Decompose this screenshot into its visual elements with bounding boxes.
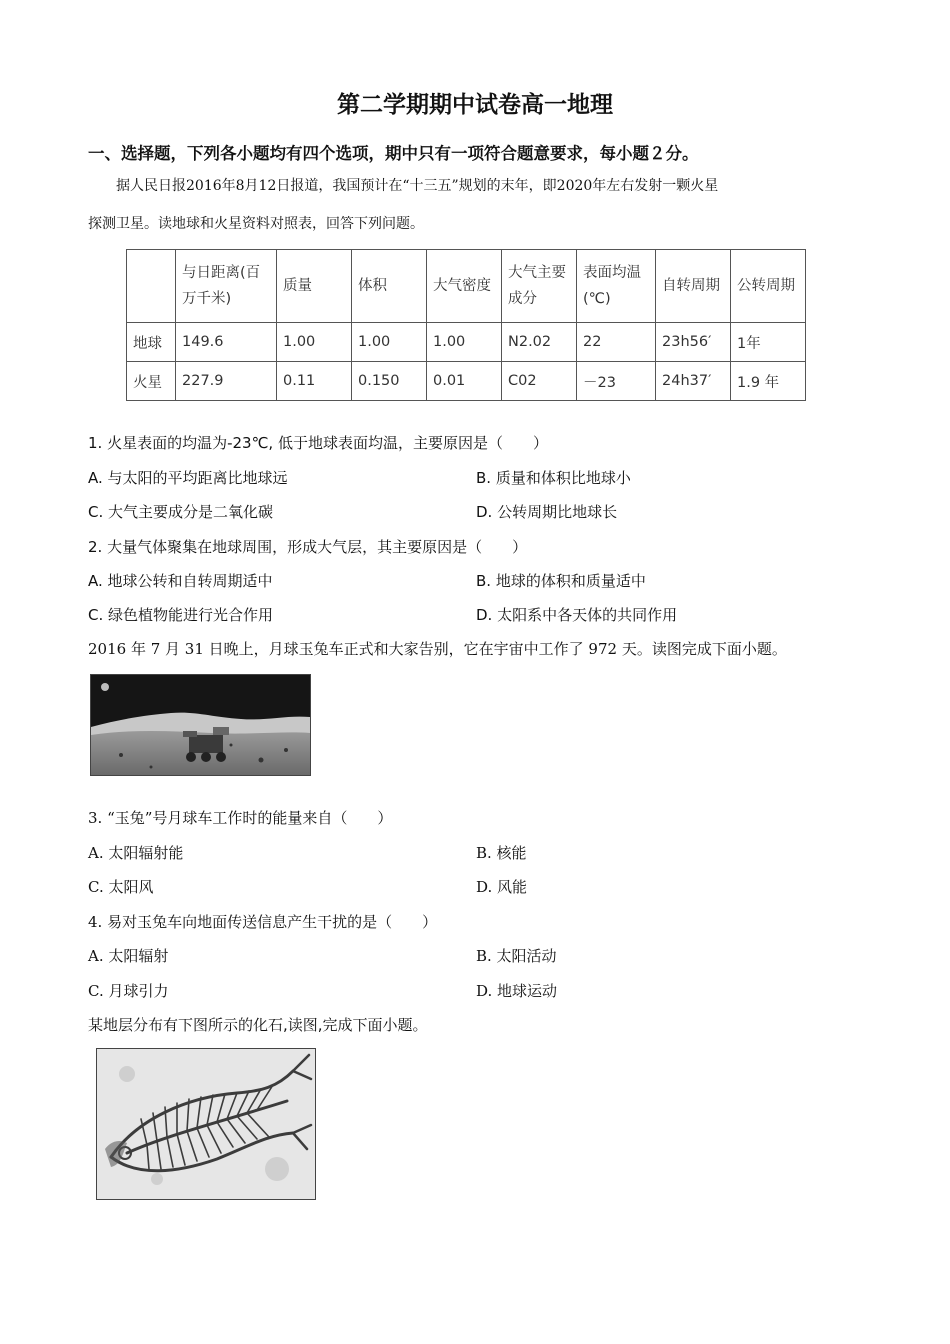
table-cell: 1.9 年 [731, 362, 806, 401]
table-row [127, 362, 806, 401]
table-cell: 1.00 [352, 323, 427, 362]
table-header-cell: 体积 [352, 250, 427, 323]
section-heading: 一、选择题，下列各小题均有四个选项，期中只有一项符合题意要求，每小题２分。 [88, 144, 699, 163]
table-cell: 1.00 [427, 323, 502, 362]
table-header-cell: 表面均温(℃) [577, 250, 656, 323]
question-3-option-b: B. 核能 [476, 844, 527, 862]
table-header-cell: 大气主要成分 [502, 250, 577, 323]
passage-fossil: 某地层分布有下图所示的化石,读图,完成下面小题。 [88, 1016, 428, 1034]
planet-data-table [126, 249, 806, 401]
table-cell: 24h37′ [656, 362, 731, 401]
table-row [127, 323, 806, 362]
question-1-stem: 1. 火星表面的均温为-23℃, 低于地球表面均温，主要原因是（ ） [88, 434, 548, 452]
table-header-cell: 与日距离(百万千米) [176, 250, 277, 323]
table-cell: 227.9 [176, 362, 277, 401]
table-cell: 0.11 [277, 362, 352, 401]
table-cell: 地球 [127, 323, 176, 362]
table-cell: C02 [502, 362, 577, 401]
table-cell: 0.01 [427, 362, 502, 401]
question-4-option-b: B. 太阳活动 [476, 947, 557, 965]
question-2-option-d: D. 太阳系中各天体的共同作用 [476, 606, 678, 624]
question-1-option-c: C. 大气主要成分是二氧化碳 [88, 503, 274, 521]
question-4-option-a: A. 太阳辐射 [88, 947, 169, 965]
intro-line-2: 探测卫星。读地球和火星资料对照表，回答下列问题。 [88, 216, 424, 232]
table-cell: 1年 [731, 323, 806, 362]
fish-fossil-photo [96, 1048, 316, 1200]
table-cell: －23 [577, 362, 656, 401]
question-2-option-a: A. 地球公转和自转周期适中 [88, 572, 273, 590]
table-cell: 23h56′ [656, 323, 731, 362]
lunar-rover-photo [90, 674, 311, 776]
table-cell: N2.02 [502, 323, 577, 362]
table-cell: 1.00 [277, 323, 352, 362]
question-3-option-d: D. 风能 [476, 878, 528, 896]
passage-yutu: 2016 年 7 月 31 日晚上，月球玉兔车正式和大家告别，它在宇宙中工作了 972 天。读图完成下面小题。 [88, 640, 787, 658]
question-4-stem: 4. 易对玉兔车向地面传送信息产生干扰的是（ ） [88, 913, 438, 931]
question-4-option-c: C. 月球引力 [88, 982, 169, 1000]
question-1-option-b: B. 质量和体积比地球小 [476, 469, 631, 487]
page-title: 第二学期期中试卷高一地理 [337, 92, 613, 118]
question-2-option-b: B. 地球的体积和质量适中 [476, 572, 646, 590]
table-cell: 0.150 [352, 362, 427, 401]
question-2-option-c: C. 绿色植物能进行光合作用 [88, 606, 274, 624]
question-3-stem: 3. “玉兔”号月球车工作时的能量来自（ ） [88, 809, 393, 827]
table-header-cell: 公转周期 [731, 250, 806, 323]
fish-fossil-image [97, 1049, 315, 1199]
question-3-option-a: A. 太阳辐射能 [88, 844, 184, 862]
question-4-option-d: D. 地球运动 [476, 982, 558, 1000]
table-header-cell: 自转周期 [656, 250, 731, 323]
intro-line-1: 据人民日报2016年8月12日报道，我国预计在“十三五”规划的末年，即2020年左右发射一颗火星 [116, 178, 719, 194]
table-header-cell: 大气密度 [427, 250, 502, 323]
table-cell: 22 [577, 323, 656, 362]
table-header-cell [127, 250, 176, 323]
question-3-option-c: C. 太阳风 [88, 878, 154, 896]
lunar-rover-image [91, 675, 310, 775]
question-2-stem: 2. 大量气体聚集在地球周围，形成大气层，其主要原因是（ ） [88, 538, 528, 556]
table-cell: 149.6 [176, 323, 277, 362]
table-header-cell: 质量 [277, 250, 352, 323]
table-header-row [127, 250, 806, 323]
table-cell: 火星 [127, 362, 176, 401]
question-1-option-a: A. 与太阳的平均距离比地球远 [88, 469, 288, 487]
question-1-option-d: D. 公转周期比地球长 [476, 503, 618, 521]
